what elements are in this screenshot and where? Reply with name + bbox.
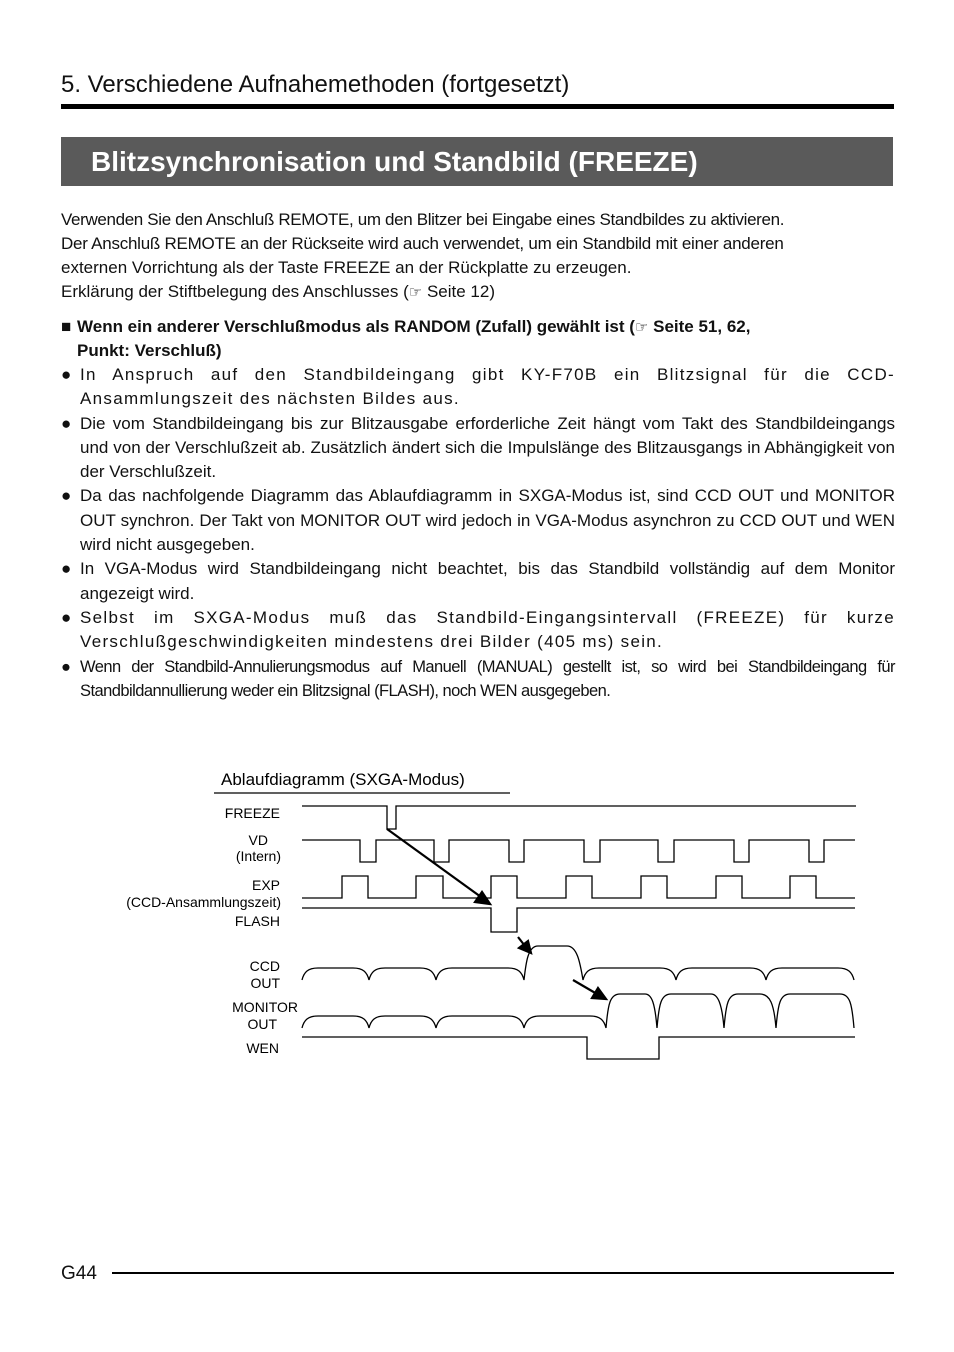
intro-line-1: Verwenden Sie den Anschluß REMOTE, um den Blitzer bei Eingabe eines Standbildes zu aktivieren. xyxy=(61,210,785,229)
pointing-hand-icon: ☞ xyxy=(408,283,423,301)
list-item-text: Da das nachfolgende Diagramm das Ablaufdiagramm in SXGA-Modus ist, sind CCD OUT und MONITOR OUT synchron. Der Takt von MONITOR OUT wird jedoch in VGA-Modus asynchron zu CCD OUT und WEN wird nicht ausgegeben. xyxy=(80,486,895,555)
intro-line-4-suffix: Seite 12) xyxy=(422,282,495,301)
page-number: G44 xyxy=(61,1263,97,1284)
label-vd-sub: (Intern) xyxy=(235,848,281,864)
signal-flash xyxy=(302,908,855,932)
bullet-dot-icon: ● xyxy=(61,413,72,433)
condition-text-a: Wenn ein anderer Verschlußmodus als RANDOM (Zufall) gewählt ist ( xyxy=(77,317,635,336)
square-bullet-icon: ■ xyxy=(61,317,72,336)
label-exp: EXP xyxy=(251,877,280,893)
bullet-dot-icon: ● xyxy=(61,607,73,627)
title-bar xyxy=(61,137,893,186)
list-item-text: Selbst im SXGA-Modus muß das Standbild-Eingangsintervall (FREEZE) für kurze Verschlußgeschwindigkeiten mindestens drei Bilder (405 ms) sein. xyxy=(80,607,895,652)
page-title: Blitzsynchronisation und Standbild (FREEZE) xyxy=(91,146,698,177)
signal-wen xyxy=(302,1037,855,1059)
list-item xyxy=(61,557,895,606)
signal-vd xyxy=(302,840,855,862)
list-item xyxy=(61,606,895,655)
bullet-dot-icon: ● xyxy=(61,657,71,676)
list-item xyxy=(61,412,895,485)
list-item xyxy=(61,655,895,704)
signal-monitor-out xyxy=(302,994,854,1028)
label-vd: VD xyxy=(248,832,268,848)
list-item xyxy=(61,484,895,557)
signal-exp xyxy=(302,876,855,898)
label-ccd-2: OUT xyxy=(250,975,280,991)
timing-diagram xyxy=(0,760,954,1080)
signal-freeze xyxy=(302,806,856,829)
intro-line-3: externen Vorrichtung als der Taste FREEZE an der Rückplatte zu erzeugen. xyxy=(61,258,632,277)
list-item xyxy=(61,363,895,412)
label-exp-sub: (CCD-Ansammlungszeit) xyxy=(126,894,281,910)
intro-line-2: Der Anschluß REMOTE an der Rückseite wird auch verwendet, um ein Standbild mit einer anderen xyxy=(61,234,784,253)
diagram-title: Ablaufdiagramm (SXGA-Modus) xyxy=(221,770,465,789)
condition-text-b: Seite 51, 62, xyxy=(648,317,751,336)
list-item-text: Wenn der Standbild-Annulierungsmodus auf Manuell (MANUAL) gestellt ist, so wird bei Standbildeingang für Standbildannullierung weder ein Blitzsignal (FLASH), noch WEN ausgegeben. xyxy=(80,657,895,700)
label-monitor-2: OUT xyxy=(247,1016,277,1032)
arrowhead-icon xyxy=(592,988,606,999)
label-freeze: FREEZE xyxy=(224,805,280,821)
arrow-ccd-to-monitor xyxy=(573,980,597,994)
list-item-text: Die vom Standbildeingang bis zur Blitzausgabe erforderliche Zeit hängt vom Takt des Standbildeingangs und von der Verschlußzeit ab. Zusätzlich ändert sich die Impulslänge des Blitzausgangs in Abhängigkeit von der Verschlußzeit. xyxy=(80,413,895,482)
list-item-text: In VGA-Modus wird Standbildeingang nicht beachtet, bis das Standbild vollständig auf dem Monitor angezeigt wird. xyxy=(80,559,895,603)
label-monitor-1: MONITOR xyxy=(232,999,298,1015)
signal-ccd-out xyxy=(302,946,854,980)
bullet-dot-icon: ● xyxy=(61,559,72,579)
label-wen: WEN xyxy=(246,1040,279,1056)
intro-line-4 xyxy=(61,280,895,304)
bullet-dot-icon: ● xyxy=(61,365,73,384)
pointing-hand-icon: ☞ xyxy=(634,318,649,336)
list-item-text: In Anspruch auf den Standbildeingang gibt KY-F70B ein Blitzsignal für die CCD-Ansammlungszeit des nächsten Bildes aus. xyxy=(80,365,895,409)
footer-rule xyxy=(112,1272,894,1274)
section-heading: 5. Verschiedene Aufnahemethoden (fortgesetzt) xyxy=(61,71,570,98)
condition-heading xyxy=(61,315,895,363)
condition-text-c: Punkt: Verschluß) xyxy=(77,341,222,360)
bullet-dot-icon: ● xyxy=(61,486,72,506)
arrowhead-icon xyxy=(519,941,531,953)
arrow-freeze-to-flash xyxy=(387,829,481,897)
label-ccd-1: CCD xyxy=(249,958,280,974)
intro-line-4-prefix: Erklärung der Stiftbelegung des Anschlusses ( xyxy=(61,282,409,301)
bullet-list xyxy=(61,363,895,703)
label-flash: FLASH xyxy=(234,913,280,929)
header-rule xyxy=(61,104,894,109)
